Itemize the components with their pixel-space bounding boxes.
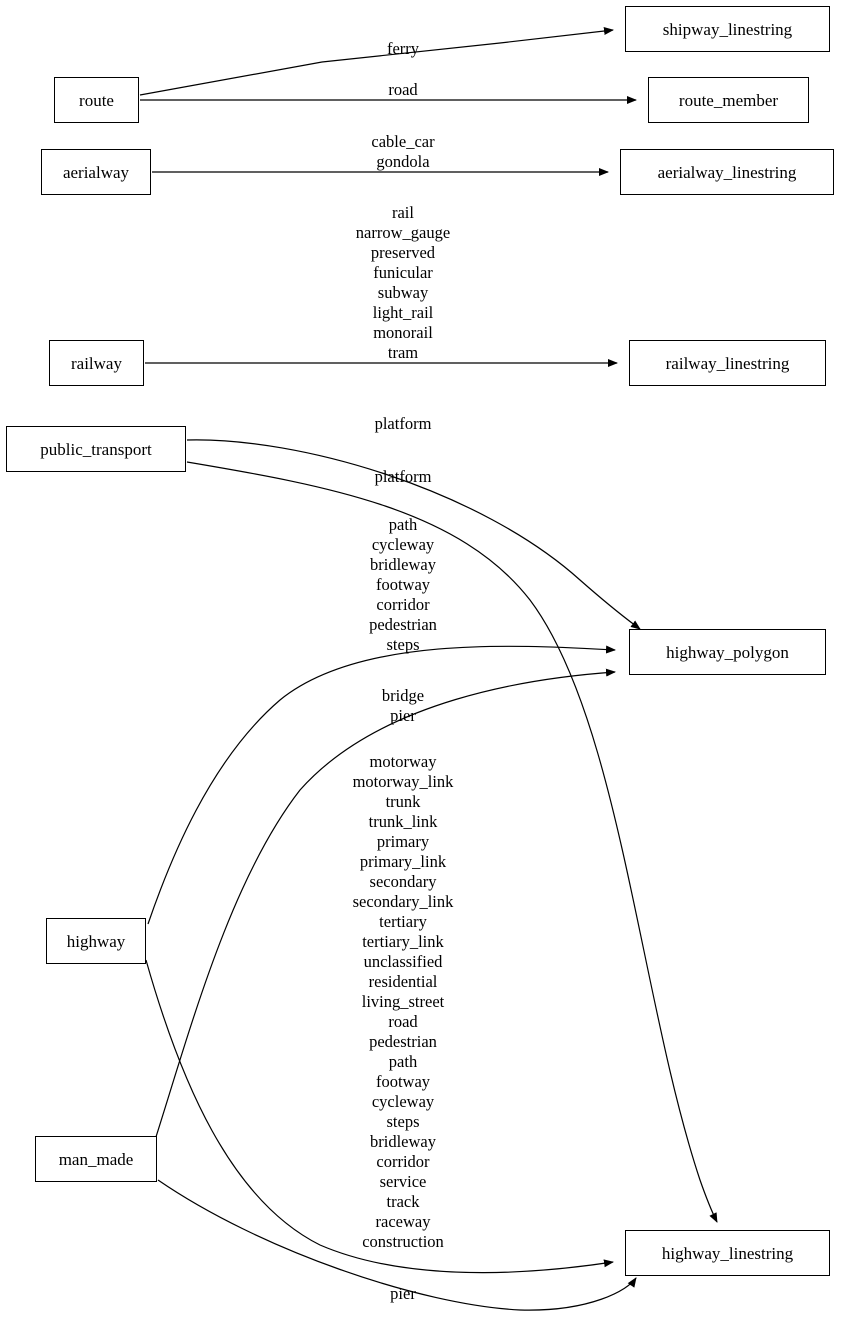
edge-label-line: subway <box>377 283 429 302</box>
edge-label-line: pier <box>390 1284 416 1303</box>
edge-label-line: monorail <box>373 323 433 342</box>
edge-label-line: road <box>388 80 418 99</box>
edge-label-line: bridleway <box>370 1132 436 1151</box>
node-railway_linestring[interactable] <box>629 340 826 386</box>
edge-label-line: path <box>388 1052 418 1071</box>
edge-label-highway-highway_polygon-path <box>369 515 437 655</box>
edge-label-line: raceway <box>375 1212 431 1231</box>
edge-label-line: trunk <box>385 792 421 811</box>
node-label: highway_polygon <box>666 642 789 662</box>
edge-label-line: cycleway <box>371 535 435 554</box>
node-highway[interactable] <box>46 918 146 964</box>
edge-label-line: trunk_link <box>368 812 438 831</box>
edge-label-line: path <box>388 515 418 534</box>
edge-label-line: preserved <box>370 243 436 262</box>
edge-route-shipway <box>140 30 613 95</box>
edge-label-aerialway-aerialway_linestring <box>371 132 434 172</box>
node-label: railway_linestring <box>665 353 790 373</box>
edge-label-line: pedestrian <box>369 1032 437 1051</box>
edge-label-route-shipway <box>387 39 419 59</box>
edge-label-line: pier <box>390 706 416 725</box>
edge-label-line: bridleway <box>370 555 436 574</box>
node-label: route_member <box>678 90 779 110</box>
node-label: route <box>79 90 114 110</box>
edge-label-line: steps <box>386 1112 420 1131</box>
node-label: railway <box>71 353 122 373</box>
node-label: man_made <box>58 1149 134 1169</box>
edge-label-line: platform <box>374 414 432 433</box>
node-aerialway[interactable] <box>41 149 151 195</box>
node-highway_linestring[interactable] <box>625 1230 830 1276</box>
node-label: highway_linestring <box>661 1243 794 1263</box>
edge-label-line: gondola <box>376 152 430 171</box>
node-label: aerialway_linestring <box>657 162 797 182</box>
edge-label-line: construction <box>362 1232 444 1251</box>
edge-label-railway-railway_linestring <box>356 203 450 363</box>
edge-label-line: corridor <box>376 1152 430 1171</box>
edge-label-line: secondary <box>369 872 437 891</box>
node-label: aerialway <box>62 162 130 182</box>
node-label: shipway_linestring <box>662 19 793 39</box>
node-route[interactable] <box>54 77 139 123</box>
edge-label-line: steps <box>386 635 420 654</box>
edge-label-line: motorway_link <box>352 772 454 791</box>
edge-label-line: rail <box>391 203 414 222</box>
edge-label-line: tertiary <box>379 912 427 931</box>
edge-label-line: bridge <box>381 686 425 705</box>
edge-label-line: road <box>388 1012 418 1031</box>
edge-label-line: pedestrian <box>369 615 437 634</box>
node-label: highway <box>66 931 126 951</box>
node-public_transport[interactable] <box>6 426 186 472</box>
edge-label-line: unclassified <box>363 952 443 971</box>
edge-label-public_transport-highway_polygon <box>375 414 432 434</box>
edge-label-line: ferry <box>386 39 420 58</box>
edge-label-line: corridor <box>376 595 430 614</box>
node-aerialway_linestring[interactable] <box>620 149 834 195</box>
edge-label-line: light_rail <box>372 303 434 322</box>
edge-label-line: track <box>386 1192 420 1211</box>
edge-label-line: footway <box>375 1072 431 1091</box>
edge-label-line: residential <box>368 972 438 991</box>
edge-label-line: motorway <box>369 752 437 771</box>
edge-label-line: primary <box>376 832 430 851</box>
node-route_member[interactable] <box>648 77 809 123</box>
edge-label-line: cable_car <box>371 132 435 151</box>
edge-label-line: footway <box>375 575 431 594</box>
edge-label-line: primary_link <box>359 852 447 871</box>
edge-label-man_made-highway_polygon <box>382 686 424 726</box>
edge-label-line: living_street <box>361 992 445 1011</box>
edge-label-line: narrow_gauge <box>355 223 451 242</box>
edge-label-line: service <box>379 1172 427 1191</box>
edge-label-line: secondary_link <box>352 892 454 911</box>
edge-label-highway-highway_linestring <box>353 752 454 1252</box>
node-railway[interactable] <box>49 340 144 386</box>
edge-label-public_transport-highway_linestring <box>375 467 432 487</box>
node-label: public_transport <box>40 439 152 459</box>
node-highway_polygon[interactable] <box>629 629 826 675</box>
edge-label-route-route_member <box>388 80 417 100</box>
edge-label-line: funicular <box>373 263 433 282</box>
node-man_made[interactable] <box>35 1136 157 1182</box>
node-shipway_linestring[interactable] <box>625 6 830 52</box>
edge-label-line: cycleway <box>371 1092 435 1111</box>
edge-label-line: tram <box>387 343 419 362</box>
edge-label-line: platform <box>374 467 432 486</box>
edge-label-line: tertiary_link <box>362 932 444 951</box>
edge-label-man_made-highway_linestring <box>390 1284 416 1304</box>
